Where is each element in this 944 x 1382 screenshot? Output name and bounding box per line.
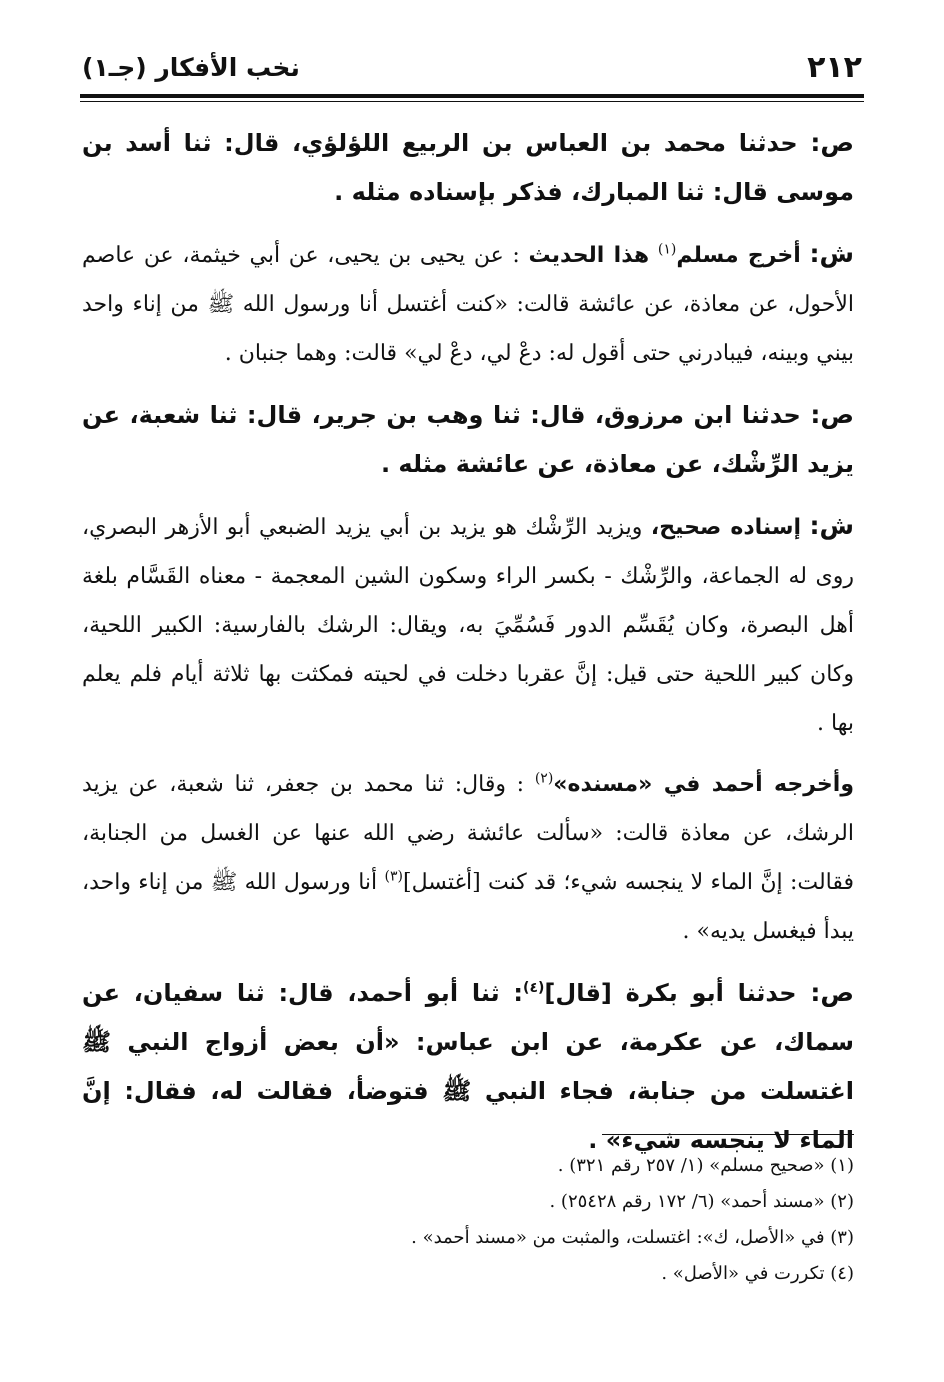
header-rule [80, 94, 864, 98]
shin-label: ش: [809, 511, 855, 540]
sad-label: ص: [810, 128, 855, 157]
footnote-ref-1[interactable]: (١) [657, 241, 677, 258]
commentary-bold: أخرج مسلم [676, 243, 801, 268]
book-title: نخب الأفكار (جـ١) [82, 52, 300, 82]
commentary-paragraph-1 [82, 229, 854, 378]
footnote-ref-4[interactable]: (٤) [523, 980, 545, 996]
isnad-text: حدثنا محمد بن العباس بن الربيع اللؤلؤي، قال: ثنا أسد بن موسى قال: ثنا المبارك، فذكر بإسناده مثله . [82, 129, 854, 206]
footnotes [82, 1148, 854, 1292]
footnote-3: (٣) في «الأصل، ك»: اغتسلت، والمثبت من «مسند أحمد» . [411, 1227, 854, 1248]
commentary-text: ويزيد الرِّشْك هو يزيد بن أبي يزيد الضبعي أبو الأزهر البصري، روى له الجماعة، والرِّشْك - بكسر الراء وسكون الشين المعجمة - معناه القَسَّام بلغة أهل البصرة، وكان يُقَسِّم الدور فَسُمِّيَ به، ويقال: الرشك بالفارسية: الكبير اللحية، وكان كبير اللحية حتى قيل: إنَّ عقربا دخلت في لحيته فمكثت بها ثلاثة أيام فلم يعلم بها . [82, 515, 854, 736]
commentary-bold-2: هذا الحديث [528, 243, 650, 268]
commentary-text-2: أنا ورسول الله ﷺ من إناء واحد، يبدأ فيغسل يديه» . [82, 870, 854, 944]
footnote-2: (٢) «مسند أحمد» (٦/ ١٧٢ رقم ٢٥٤٢٨) . [549, 1191, 854, 1212]
isnad-text: حدثنا أبو بكرة [قال] [544, 979, 797, 1007]
footnote-ref-2[interactable]: (٢) [534, 770, 554, 787]
sad-label: ص: [810, 400, 855, 429]
running-head [82, 44, 862, 90]
isnad-paragraph-2 [82, 390, 854, 489]
isnad-text-2: : ثنا أبو أحمد، قال: ثنا سفيان، عن سماك، عن عكرمة، عن ابن عباس: «أن بعض أزواج النبي ﷺ اغتسلت من جنابة، فجاء النبي ﷺ فتوضأ، فقالت له، فقال: إنَّ الماء لا ينجسه شيء» . [82, 979, 854, 1154]
header-rule-thin [80, 101, 864, 102]
footnote-4: (٤) تكررت في «الأصل» . [661, 1263, 854, 1284]
commentary-text: : عن يحيى بن يحيى، عن أبي خيثمة، عن عاصم الأحول، عن معاذة، عن عائشة قالت: «كنت أغتسل أنا ورسول الله ﷺ من إناء واحد بيني وبينه، فيبادرني حتى أقول له: دعْ لي، دعْ لي» قالت: وهما جنبان . [82, 243, 854, 366]
footnote-ref-3[interactable]: (٣) [384, 868, 403, 885]
shin-label: ش: [809, 239, 855, 268]
page-number: ٢١٢ [807, 49, 862, 85]
commentary-paragraph-2 [82, 501, 854, 748]
commentary-bold: وأخرجه أحمد في «مسنده» [553, 772, 854, 797]
main-text [82, 118, 854, 1177]
commentary-text: : وقال: ثنا محمد بن جعفر، ثنا شعبة، عن يزيد الرشك، عن معاذة قالت: «سألت عائشة رضي الله عنها عن الغسل من الجنابة، فقالت: إنَّ الماء لا ينجسه شيء؛ قد كنت [أغتسل] [82, 772, 855, 895]
isnad-text: حدثنا ابن مرزوق، قال: ثنا وهب بن جرير، قال: ثنا شعبة، عن يزيد الرِّشْك، عن معاذة، عن عائشة مثله . [82, 401, 854, 478]
isnad-paragraph-3 [82, 968, 854, 1165]
commentary-paragraph-3 [82, 760, 854, 956]
sad-label: ص: [810, 978, 855, 1007]
commentary-bold: إسناده صحيح، [650, 515, 802, 540]
footnote-separator [602, 1134, 854, 1135]
footnote-1: (١) «صحيح مسلم» (١/ ٢٥٧ رقم ٣٢١) . [557, 1155, 854, 1176]
isnad-paragraph-1 [82, 118, 854, 217]
